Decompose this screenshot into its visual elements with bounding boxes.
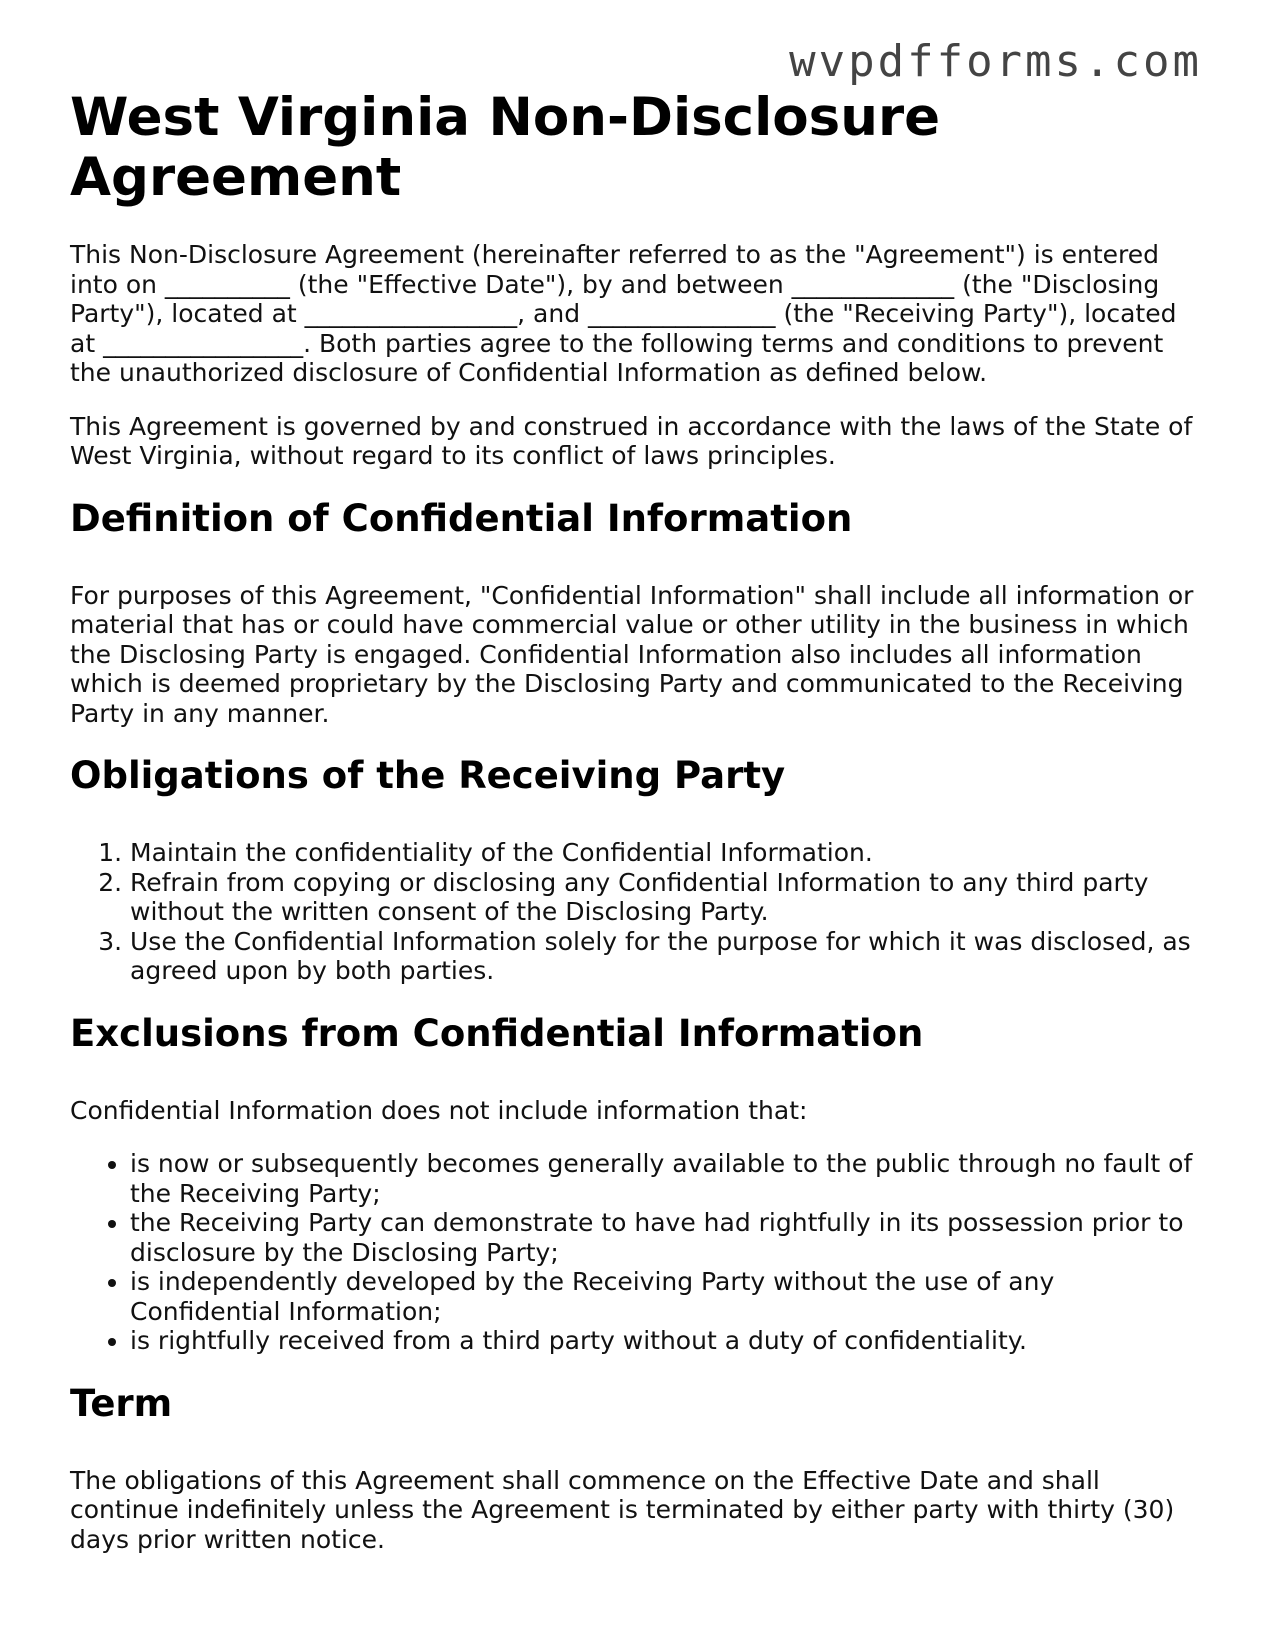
list-item: • is independently developed by the Receiving Party without the use of any Confidential Information; [130, 1267, 1202, 1326]
list-item: 3. Use the Confidential Information solely for the purpose for which it was disclosed, as agreed upon by both parties. [130, 927, 1202, 986]
term-section [70, 1382, 1202, 1555]
intro-paragraph: This Non-Disclosure Agreement (hereinafter referred to as the "Agreement") is entered into on __________ (the "Effective Date"), by and between _____________ (the "Disclosing Party"), located at _________________, and _______________ (the "Receiving Party"), located at ________________. Both parties agree to the following terms and conditions to prevent the unauthorized disclosure of Confidential Information as defined below. [70, 240, 1177, 387]
definition-section [70, 497, 1202, 729]
obligations-list [70, 838, 1202, 986]
governing-law-paragraph: This Agreement is governed by and construed in accordance with the laws of the State of West Virginia, without regard to its conflict of laws principles. [70, 411, 1193, 470]
list-item: 1. Maintain the confidentiality of the Confidential Information. [130, 838, 1202, 868]
document-title: West Virginia Non-Disclosure Agreement [70, 87, 941, 208]
watermark: wvpdfforms.com [789, 36, 1202, 87]
term-body: The obligations of this Agreement shall commence on the Effective Date and shall continue indefinitely unless the Agreement is terminated by either party with thirty (30) days prior written notice. [70, 1465, 1175, 1554]
exclusions-list [70, 1149, 1202, 1356]
exclusions-intro: Confidential Information does not include information that: [70, 1095, 808, 1125]
obligations-heading: Obligations of the Receiving Party [70, 754, 786, 797]
list-item: • the Receiving Party can demonstrate to have had rightfully in its possession prior to disclosure by the Disclosing Party; [130, 1208, 1202, 1267]
list-item: • is now or subsequently becomes generally available to the public through no fault of the Receiving Party; [130, 1149, 1202, 1208]
definition-body: For purposes of this Agreement, "Confidential Information" shall include all information or material that has or could have commercial value or other utility in the business in which the Disclosing Party is engaged. Confidential Information also includes all information which is deemed proprietary by the Disclosing Party and communicated to the Receiving Party in any manner. [70, 580, 1194, 728]
obligations-section [70, 754, 1202, 986]
definition-heading: Definition of Confidential Information [70, 496, 853, 540]
exclusions-heading: Exclusions from Confidential Information [70, 1011, 924, 1055]
exclusions-section [70, 1012, 1202, 1356]
list-item: • is rightfully received from a third party without a duty of confidentiality. [130, 1326, 1202, 1356]
document-body [70, 240, 1202, 1578]
list-item: 2. Refrain from copying or disclosing any Confidential Information to any third party without the written consent of the Disclosing Party. [130, 868, 1202, 927]
term-heading: Term [70, 1381, 173, 1425]
